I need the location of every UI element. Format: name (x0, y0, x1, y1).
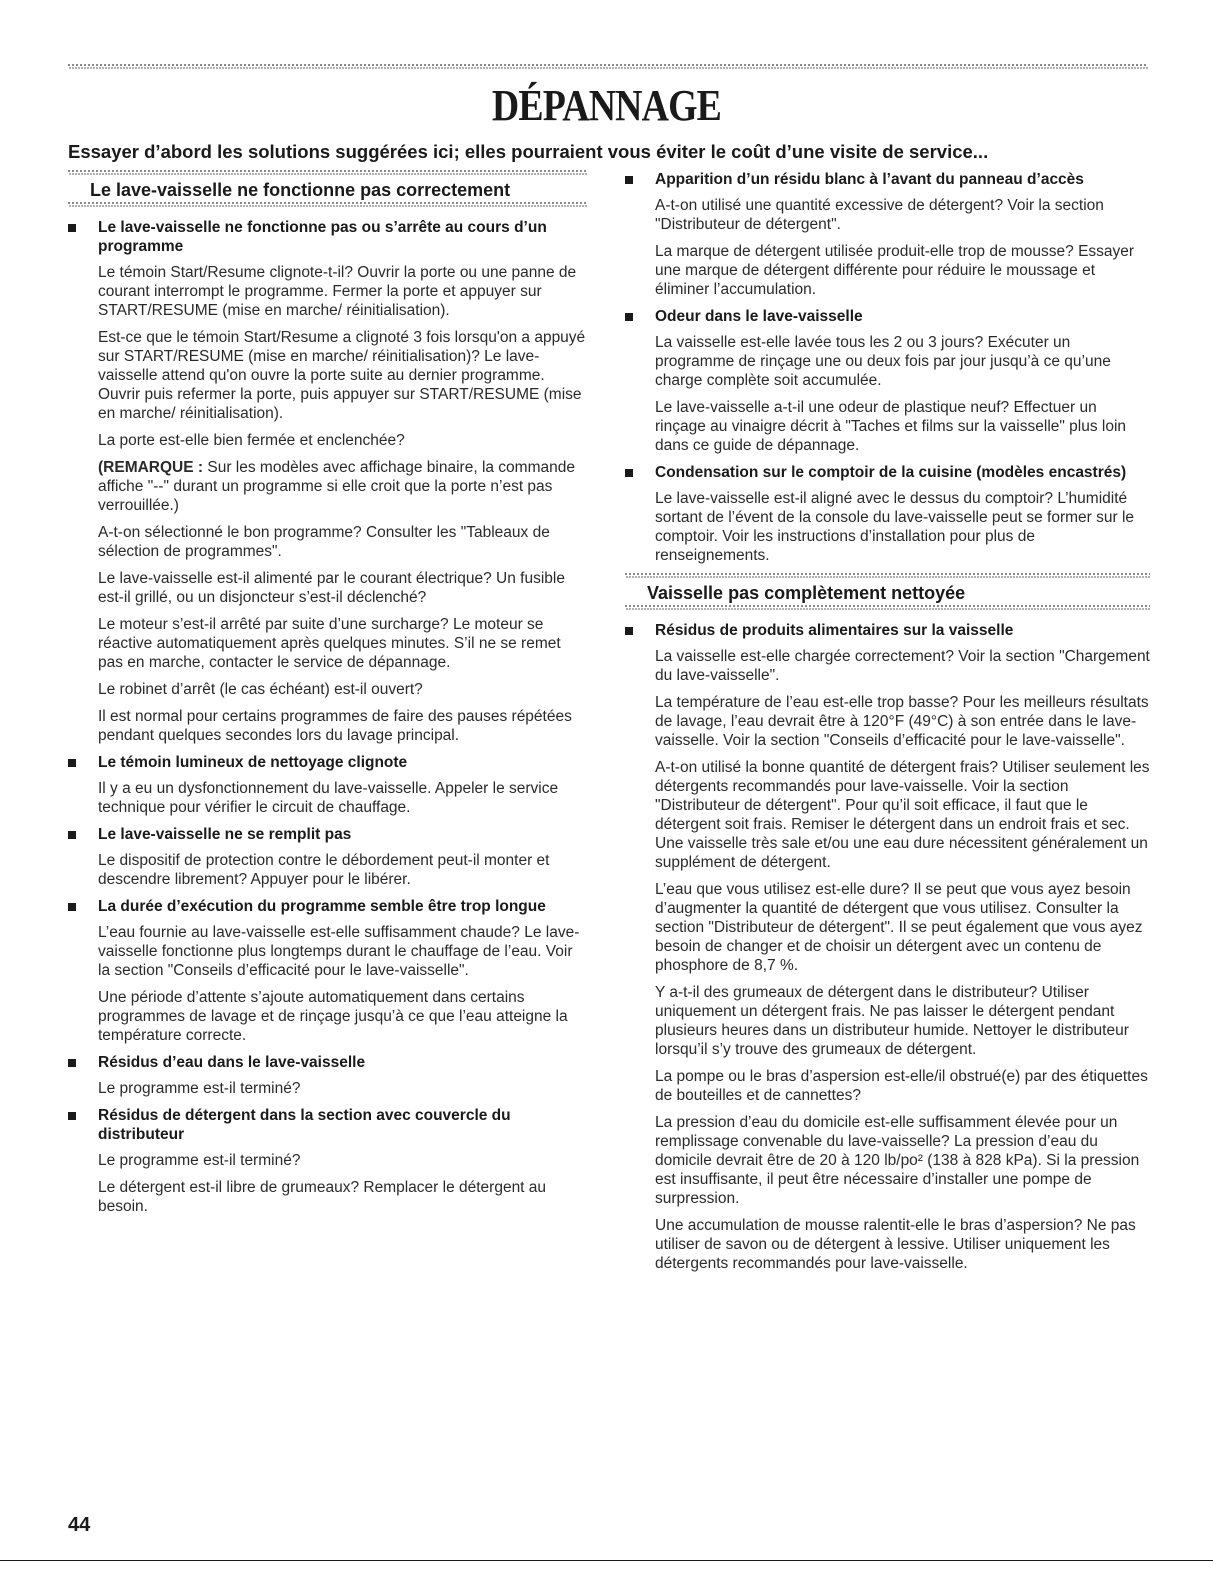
item-paragraph: Le témoin Start/Resume clignote-t-il? Ouvrir la porte ou une panne de courant interrompt le programme. Fermer la porte et appuyer sur START/RESUME (mise en marche/ réinitialisation). (98, 264, 577, 319)
page-number: 44 (68, 1514, 91, 1536)
troubleshoot-item (68, 1053, 588, 1098)
item-paragraph: A-t-on sélectionné le bon programme? Consulter les "Tableaux de sélection de programmes". (98, 524, 550, 560)
section-rule-bottom (68, 202, 588, 208)
top-dotted-rule (68, 64, 1148, 70)
item-paragraph: Est-ce que le témoin Start/Resume a clignoté 3 fois lorsqu'on a appuyé sur START/RESUME (mise en marche/ réinitialisation)? Le lave-vaisselle attend qu'on ouvre la porte suite au dernier programme. Ouvrir puis refermer la porte, puis appuyer sur START/RESUME (mise en marche/ réinitialisation). (98, 329, 586, 422)
item-paragraph: Le moteur s’est-il arrêté par suite d’une surcharge? Le moteur se réactive automatiquement après quelques minutes. S’il ne se remet pas en marche, contacter le service de dépannage. (98, 616, 561, 671)
item-title: Le lave-vaisselle ne se remplit pas (98, 826, 352, 843)
troubleshoot-item (625, 621, 1150, 1273)
bullet-icon (68, 224, 76, 232)
item-paragraph: Il est normal pour certains programmes de faire des pauses répétées pendant quelques secondes lors du lavage principal. (98, 708, 572, 744)
item-paragraph: A-t-on utilisé une quantité excessive de détergent? Voir la section "Distributeur de détergent". (655, 197, 1104, 233)
bullet-icon (625, 176, 633, 184)
section-header (68, 170, 588, 208)
bullet-icon (68, 759, 76, 767)
left-column (68, 170, 588, 1224)
item-paragraph: L’eau fournie au lave-vaisselle est-elle suffisamment chaude? Le lave-vaisselle fonctionne plus longtemps durant le chauffage de l’eau. Voir la section "Conseils d’efficacité pour le lave-vaisselle". (98, 924, 580, 979)
page-title: DÉPANNAGE (491, 81, 722, 130)
item-paragraph: La pression d’eau du domicile est-elle suffisamment élevée pour un remplissage convenable du lave-vaisselle? La pression d’eau du domicile devrait être de 20 à 120 lb/po² (138 à 828 kPa). Si la pression est insuffisante, il peut être nécessaire d’installer une pompe de surpression. (655, 1114, 1140, 1207)
right-column (625, 170, 1150, 1281)
section-header (625, 573, 1150, 611)
troubleshoot-item (68, 1106, 588, 1216)
troubleshoot-item (625, 170, 1150, 299)
item-paragraph: Il y a eu un dysfonctionnement du lave-vaisselle. Appeler le service technique pour vérifier le circuit de chauffage. (98, 780, 559, 816)
item-title: Résidus de détergent dans la section avec couvercle du distributeur (98, 1107, 511, 1143)
bullet-icon (625, 627, 633, 635)
item-paragraph: L’eau que vous utilisez est-elle dure? Il se peut que vous ayez besoin d’augmenter la quantité de détergent que vous utilisez. Consulter la section "Distributeur de détergent". Il se peut également que vous ayez besoin de changer et de choisir un détergent avec un contenu de phosphore de 8,7 %. (655, 881, 1143, 974)
bullet-icon (625, 469, 633, 477)
item-paragraph: Le programme est-il terminé? (98, 1080, 301, 1097)
item-paragraph: Le programme est-il terminé? (98, 1152, 301, 1169)
section-title: Vaisselle pas complètement nettoyée (647, 583, 966, 603)
item-paragraph: Une période d’attente s’ajoute automatiquement dans certains programmes de lavage et de rinçage jusqu’à ce que l’eau atteigne la température correcte. (98, 989, 568, 1044)
item-paragraph: Le robinet d’arrêt (le cas échéant) est-il ouvert? (98, 681, 423, 698)
note-text: Sur les modèles avec affichage binaire, la commande affiche "--" durant un programme si elle croit que la porte n’est pas verrouillée.) (98, 459, 575, 514)
item-title: Apparition d’un résidu blanc à l’avant du panneau d’accès (655, 171, 1084, 188)
item-paragraph: La température de l’eau est-elle trop basse? Pour les meilleurs résultats de lavage, l’eau devrait être à 120°F (49°C) à son entrée dans le lave-vaisselle. Voir la section "Conseils d’efficacité pour le lave-vaisselle". (655, 694, 1149, 749)
item-title: Le lave-vaisselle ne fonctionne pas ou s’arrête au cours d’un programme (98, 219, 547, 255)
item-paragraph: La porte est-elle bien fermée et enclenchée? (98, 432, 405, 449)
item-title: Le témoin lumineux de nettoyage clignote (98, 754, 408, 771)
item-paragraph: A-t-on utilisé la bonne quantité de détergent frais? Utiliser seulement les détergents recommandés pour lave-vaisselle. Voir la section "Distributeur de détergent". Pour qu’il soit efficace, il faut que le détergent soit frais. Remiser le détergent dans un endroit frais et sec. Une vaisselle très sale et/ou une eau dure nécessitent généralement un supplément de détergent. (655, 759, 1150, 871)
item-title: Condensation sur le comptoir de la cuisine (modèles encastrés) (655, 464, 1127, 481)
item-paragraph: Le dispositif de protection contre le débordement peut-il monter et descendre librement? Appuyer pour le libérer. (98, 852, 550, 888)
troubleshoot-item (68, 897, 588, 1045)
item-paragraph: La vaisselle est-elle chargée correctement? Voir la section "Chargement du lave-vaisselle". (655, 648, 1150, 684)
troubleshoot-item (68, 825, 588, 889)
item-title: Odeur dans le lave-vaisselle (655, 308, 863, 325)
item-paragraph: Le détergent est-il libre de grumeaux? Remplacer le détergent au besoin. (98, 1179, 547, 1215)
item-paragraph: Le lave-vaisselle est-il alimenté par le courant électrique? Un fusible est-il grillé, ou un disjoncteur s’est-il déclenché? (98, 570, 565, 606)
troubleshoot-item (68, 218, 588, 745)
troubleshoot-item (625, 307, 1150, 455)
item-title: La durée d’exécution du programme semble être trop longue (98, 898, 546, 915)
troubleshoot-item (68, 753, 588, 817)
note-label: (REMARQUE : (98, 459, 204, 476)
item-paragraph: Le lave-vaisselle est-il aligné avec le dessus du comptoir? L’humidité sortant de l’évent de la console du lave-vaisselle peut se former sur le comptoir. Voir les instructions d’installation pour plus de renseignements. (655, 490, 1135, 564)
item-paragraph: Une accumulation de mousse ralentit-elle le bras d’aspersion? Ne pas utiliser de savon ou de détergent à lessive. Utiliser uniquement les détergents recommandés pour lave-vaisselle. (655, 1217, 1136, 1272)
section-rule-bottom (625, 605, 1150, 611)
item-title: Résidus d’eau dans le lave-vaisselle (98, 1054, 366, 1071)
item-paragraph: Y a-t-il des grumeaux de détergent dans le distributeur? Utiliser uniquement un détergent frais. Ne pas laisser le détergent pendant plusieurs heures dans un distributeur humide. Nettoyer le distributeur lorsqu’il s’y trouve des grumeaux de détergent. (655, 984, 1129, 1058)
section-rule-top (625, 573, 1150, 579)
note-paragraph (98, 458, 588, 515)
bullet-icon (68, 1059, 76, 1067)
bullet-icon (68, 1112, 76, 1120)
item-paragraph: La pompe ou le bras d’aspersion est-elle/il obstrué(e) par des étiquettes de bouteilles et de cannettes? (655, 1068, 1148, 1104)
section-title: Le lave-vaisselle ne fonctionne pas correctement (90, 180, 511, 200)
bullet-icon (625, 313, 633, 321)
bottom-rule (0, 1560, 1213, 1561)
bullet-icon (68, 831, 76, 839)
bullet-icon (68, 903, 76, 911)
item-paragraph: La marque de détergent utilisée produit-elle trop de mousse? Essayer une marque de détergent différente pour réduire le moussage et éliminer l’accumulation. (655, 243, 1135, 298)
item-paragraph: La vaisselle est-elle lavée tous les 2 ou 3 jours? Exécuter un programme de rinçage une ou deux fois par jour jusqu’à ce qu’une charge complète soit accumulée. (655, 334, 1111, 389)
item-title: Résidus de produits alimentaires sur la vaisselle (655, 622, 1014, 639)
item-paragraph: Le lave-vaisselle a-t-il une odeur de plastique neuf? Effectuer un rinçage au vinaigre décrit à "Taches et films sur la vaisselle" plus loin dans ce guide de dépannage. (655, 399, 1127, 454)
troubleshoot-item (625, 463, 1150, 565)
intro-text: Essayer d’abord les solutions suggérées ici; elles pourraient vous éviter le coût d’une visite de service... (68, 141, 989, 162)
section-rule-top (68, 170, 588, 176)
